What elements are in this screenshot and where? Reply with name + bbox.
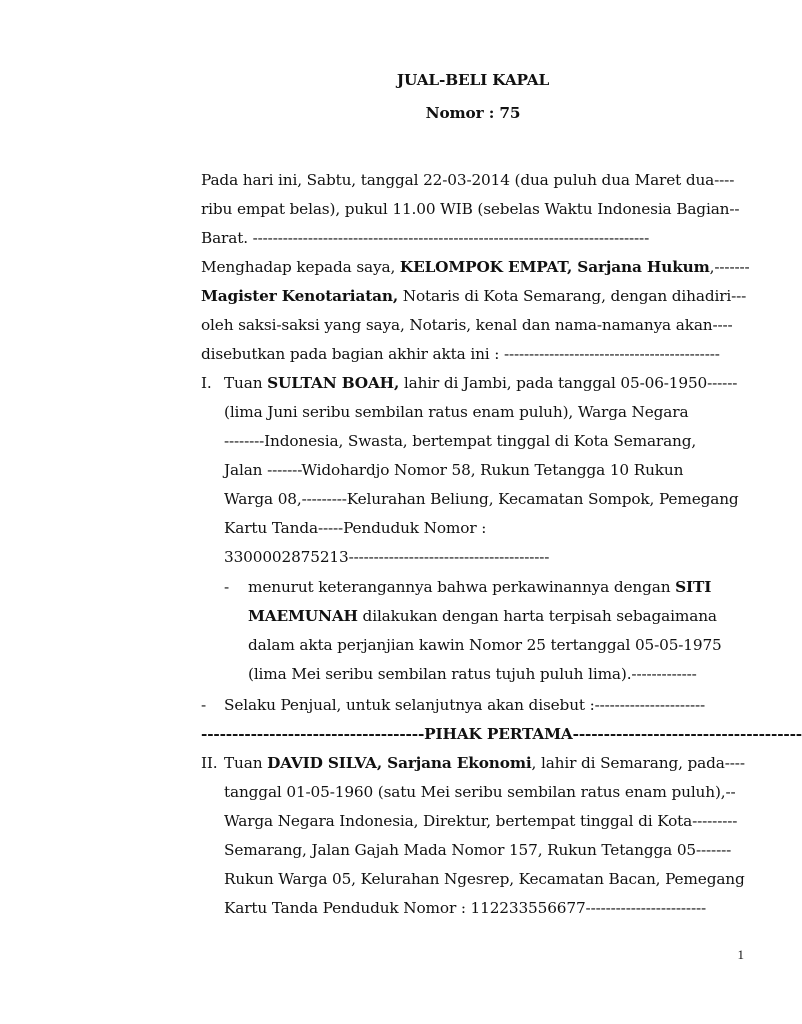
document-line xyxy=(224,373,737,393)
bold-text: KELOMPOK EMPAT, Sarjana Hukum xyxy=(399,258,710,276)
bold-text: SITI xyxy=(675,578,712,596)
document-line xyxy=(201,286,745,306)
document-line: - xyxy=(224,578,230,596)
page-number: 1 xyxy=(737,947,744,962)
document-line: Warga 08,---------Kelurahan Beliung, Kecamatan Sompok, Pemegang xyxy=(224,490,739,508)
document-line: tanggal 01-05-1960 (satu Mei seribu sembilan ratus enam puluh),-- xyxy=(224,783,736,801)
document-line: oleh saksi-saksi yang saya, Notaris, kenal dan nama-namanya akan---- xyxy=(201,316,733,334)
document-line: Jalan -------Widohardjo Nomor 58, Rukun Tetangga 10 Rukun xyxy=(224,461,684,479)
document-line: Warga Negara Indonesia, Direktur, bertempat tinggal di Kota--------- xyxy=(224,812,738,830)
document-line: dalam akta perjanjian kawin Nomor 25 tertanggal 05-05-1975 xyxy=(248,636,722,654)
document-line: Pada hari ini, Sabtu, tanggal 22-03-2014 (dua puluh dua Maret dua---- xyxy=(201,171,735,189)
document-line: - xyxy=(201,696,207,714)
document-line: Kartu Tanda Penduduk Nomor : 112233556677------------------------ xyxy=(224,899,706,917)
text-run: menurut keterangannya bahwa perkawinannya dengan xyxy=(248,578,676,596)
document-line: (lima Mei seribu sembilan ratus tujuh puluh lima).------------- xyxy=(248,665,697,683)
text-run: Tuan xyxy=(224,754,268,772)
document-line: I. xyxy=(201,374,212,392)
bold-text: DAVID SILVA, Sarjana Ekonomi xyxy=(267,754,532,772)
text-run: Menghadap kepada saya, xyxy=(201,258,400,276)
document-line: Rukun Warga 05, Kelurahan Ngesrep, Kecamatan Bacan, Pemegang xyxy=(224,870,745,888)
bold-text: ------------------------------------PIHAK PERTAMA------------------------------------- xyxy=(201,725,802,743)
document-line: disebutkan pada bagian akhir akta ini : ------------------------------------------- xyxy=(201,345,720,363)
document-line: Nomor : 75 xyxy=(425,104,521,122)
document-line: Semarang, Jalan Gajah Mada Nomor 157, Rukun Tetangga 05------- xyxy=(224,841,732,859)
text-run: ,------- xyxy=(709,258,750,276)
document-line xyxy=(201,724,802,744)
document-line: --------Indonesia, Swasta, bertempat tinggal di Kota Semarang, xyxy=(224,432,697,450)
document-line: Barat. ------------------------------------------------------------------------------- xyxy=(201,229,650,247)
document-line: Kartu Tanda-----Penduduk Nomor : xyxy=(224,519,487,537)
document-line: II. xyxy=(201,754,218,772)
document-line: 3300002875213---------------------------------------- xyxy=(224,548,550,566)
text-run: Tuan xyxy=(224,374,268,392)
document-line: ribu empat belas), pukul 11.00 WIB (sebelas Waktu Indonesia Bagian-- xyxy=(201,200,740,218)
document-line: (lima Juni seribu sembilan ratus enam puluh), Warga Negara xyxy=(224,403,689,421)
text-run: dilakukan dengan harta terpisah sebagaimana xyxy=(357,607,717,625)
document-line: JUAL-BELI KAPAL xyxy=(396,71,550,89)
document-line xyxy=(248,577,711,597)
bold-text: Magister Kenotariatan, xyxy=(201,287,399,305)
text-run: Notaris di Kota Semarang, dengan dihadiri--- xyxy=(398,287,747,305)
document-line: Selaku Penjual, untuk selanjutnya akan disebut :---------------------- xyxy=(224,696,706,714)
bold-text: SULTAN BOAH, xyxy=(267,374,400,392)
document-line xyxy=(224,753,745,773)
document-line xyxy=(248,606,717,626)
text-run: , lahir di Semarang, pada---- xyxy=(531,754,745,772)
bold-text: MAEMUNAH xyxy=(248,607,358,625)
document-line xyxy=(201,257,750,277)
text-run: lahir di Jambi, pada tanggal 05-06-1950------ xyxy=(399,374,738,392)
